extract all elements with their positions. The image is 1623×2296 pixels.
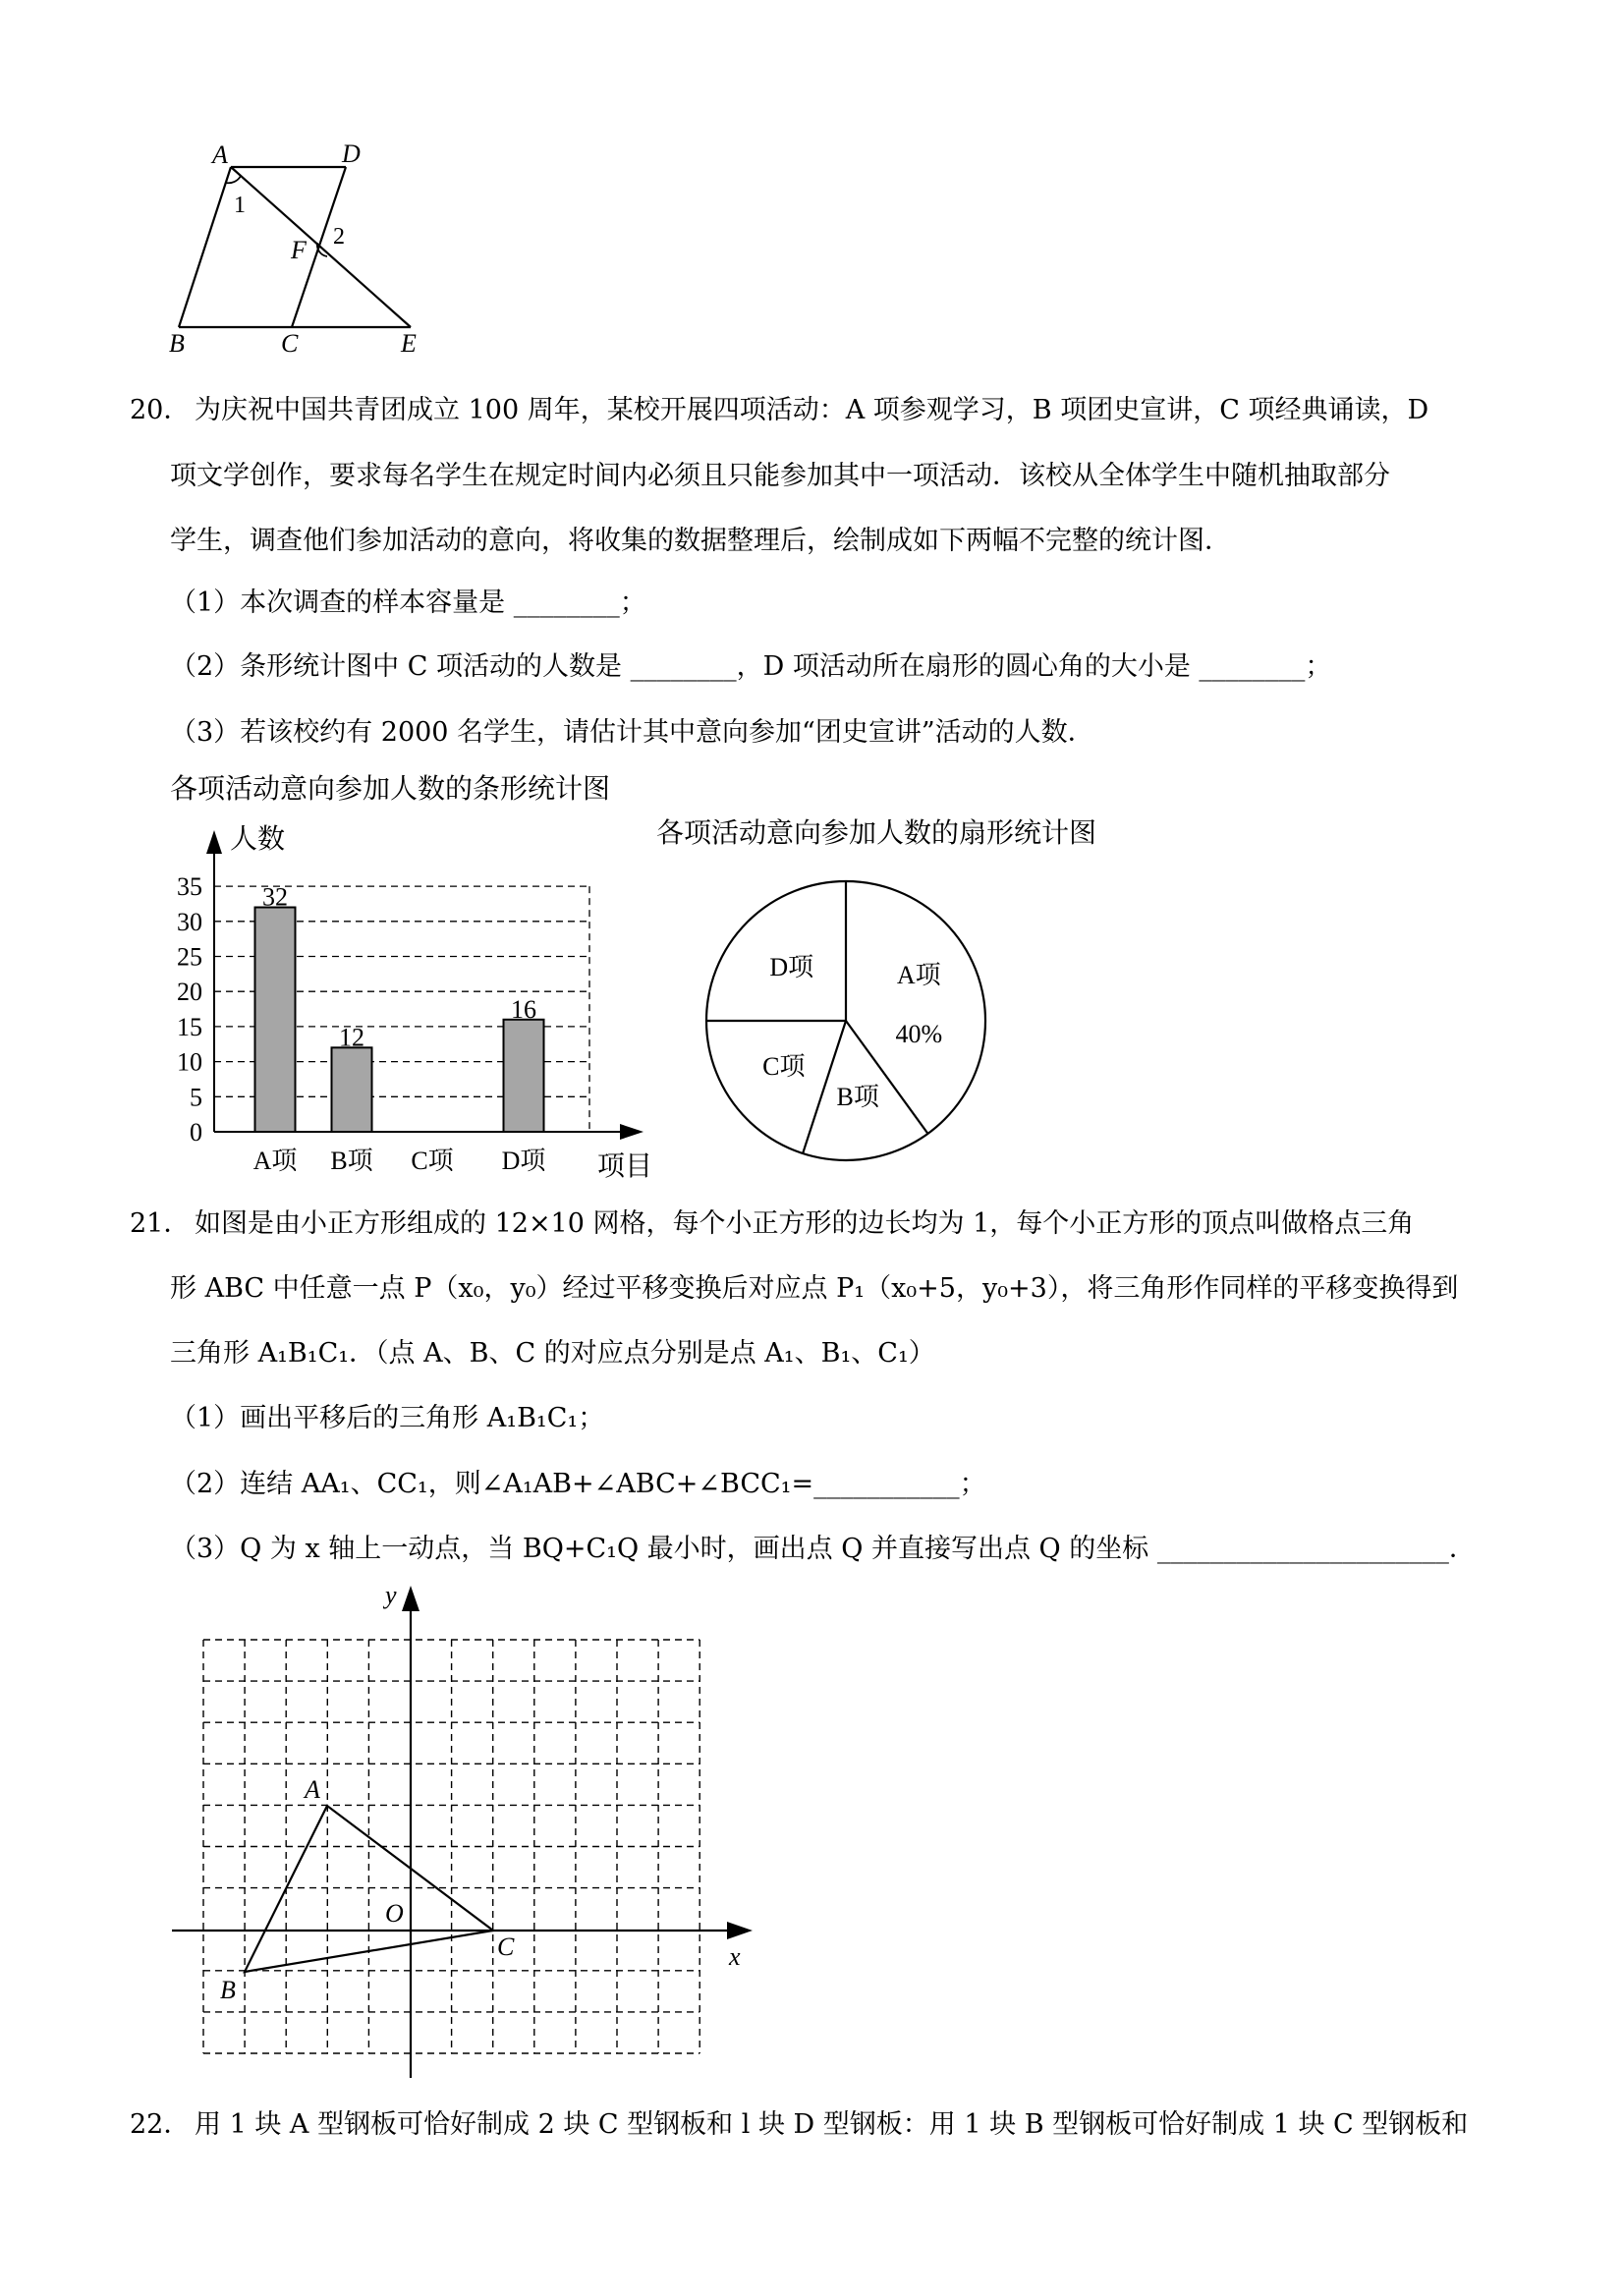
bar-data-label: 16 <box>511 994 536 1024</box>
label-A: A <box>212 140 228 169</box>
q20-stem-line2: 项文学创作，要求每名学生在规定时间内必须且只能参加其中一项活动．该校从全体学生中随机抽取部分 <box>170 461 1390 491</box>
q21-part2: （2）连结 AA₁、CC₁，则∠A₁AB+∠ABC+∠BCC₁=___________； <box>170 1469 986 1499</box>
pie-slice-label: D项 <box>769 952 814 981</box>
bar-chart-y-arrow-icon <box>206 830 222 854</box>
q21-stem-line2: 形 ABC 中任意一点 P（x₀，y₀）经过平移变换后对应点 P₁（x₀+5，y₀+3），将三角形作同样的平移变换得到 <box>170 1273 1459 1304</box>
q20-stem-line1: 为庆祝中国共青团成立 100 周年，某校开展四项活动：A 项参观学习，B 项团史宣讲，C 项经典诵读，D <box>195 395 1429 425</box>
bar-chart <box>147 811 658 1184</box>
bar-chart-category-label: C项 <box>411 1147 454 1175</box>
bar-1 <box>255 908 296 1132</box>
pie-slice-label: C项 <box>762 1051 806 1081</box>
segment-AE <box>231 167 411 327</box>
bar-chart-ytick-label: 10 <box>177 1047 202 1077</box>
grid-lines <box>203 1640 700 2053</box>
y-axis-arrow-icon <box>402 1586 420 1611</box>
q21-number: 21． <box>130 1208 191 1239</box>
vertex-C-label: C <box>497 1932 515 1961</box>
q21-part3: （3）Q 为 x 轴上一动点，当 BQ+C₁Q 最小时，画出点 Q 并直接写出点 Q 的坐标 ______________________． <box>170 1534 1476 1564</box>
q21-stem-line3: 三角形 A₁B₁C₁．（点 A、B、C 的对应点分别是点 A₁、B₁、C₁） <box>170 1338 935 1369</box>
label-C: C <box>281 329 299 358</box>
bar-chart-ytick-label: 35 <box>177 872 202 902</box>
label-angle-1: 1 <box>234 193 246 218</box>
q22-stem-line1: 用 1 块 A 型钢板可恰好制成 2 块 C 型钢板和 l 块 D 型钢板：用 1 块 B 型钢板可恰好制成 1 块 C 型钢板和 <box>195 2109 1469 2140</box>
x-axis-label: x <box>729 1942 741 1971</box>
q20-part1: （1）本次调查的样本容量是 ________； <box>170 588 646 618</box>
segment-AB <box>179 167 231 327</box>
label-B: B <box>169 329 185 358</box>
pie-chart <box>688 865 1002 1179</box>
bar-data-label: 32 <box>262 882 288 912</box>
vertex-A-label: A <box>305 1775 320 1804</box>
pie-slice-percent-label: 40% <box>895 1019 943 1048</box>
bar-2 <box>332 1047 372 1132</box>
label-E: E <box>401 329 417 358</box>
vertex-B-label: B <box>220 1976 236 2004</box>
pie-slice-label: B项 <box>836 1083 879 1112</box>
bar-chart-title: 各项活动意向参加人数的条形统计图 <box>170 772 611 805</box>
bar-data-label: 12 <box>339 1023 364 1052</box>
bar-chart-ytick-label: 25 <box>177 942 202 972</box>
bar-chart-xlabel: 项目 <box>597 1151 653 1182</box>
q20-stem-line3: 学生，调查他们参加活动的意向，将收集的数据整理后，绘制成如下两幅不完整的统计图． <box>170 526 1231 556</box>
bar-chart-x-arrow-icon <box>620 1124 644 1140</box>
coordinate-grid-figure <box>157 1577 766 2088</box>
q20-part2: （2）条形统计图中 C 项活动的人数是 ________，D 项活动所在扇形的圆心角的大小是 ________； <box>170 651 1332 682</box>
bar-4 <box>504 1020 544 1132</box>
q22-number: 22． <box>130 2109 191 2140</box>
q21-stem-line1: 如图是由小正方形组成的 12×10 网格，每个小正方形的边长均为 1，每个小正方形的顶点叫做格点三角 <box>195 1208 1415 1239</box>
y-axis-label: y <box>385 1581 397 1609</box>
bar-chart-ytick-label: 20 <box>177 978 202 1007</box>
bar-chart-category-label: A项 <box>252 1147 298 1175</box>
q20-number: 20． <box>130 395 191 425</box>
bar-chart-ytick-label: 0 <box>190 1118 202 1147</box>
label-D: D <box>342 140 361 168</box>
bar-chart-category-label: D项 <box>501 1147 546 1175</box>
q21-part1: （1）画出平移后的三角形 A₁B₁C₁； <box>170 1403 605 1433</box>
bar-chart-category-label: B项 <box>330 1147 373 1175</box>
pie-chart-title: 各项活动意向参加人数的扇形统计图 <box>656 816 1097 849</box>
label-angle-2: 2 <box>333 224 345 250</box>
bar-chart-ylabel: 人数 <box>230 824 286 855</box>
pie-slice-label: A项 <box>896 960 941 989</box>
parallelogram-figure <box>157 133 452 359</box>
q20-part3: （3）若该校约有 2000 名学生，请估计其中意向参加“团史宣讲”活动的人数． <box>170 717 1094 748</box>
bar-chart-ytick-label: 5 <box>190 1083 202 1112</box>
origin-label: O <box>385 1899 404 1928</box>
bar-chart-ytick-label: 15 <box>177 1012 202 1041</box>
x-axis-arrow-icon <box>727 1922 753 1939</box>
label-F: F <box>291 236 307 264</box>
bar-chart-ytick-label: 30 <box>177 907 202 936</box>
